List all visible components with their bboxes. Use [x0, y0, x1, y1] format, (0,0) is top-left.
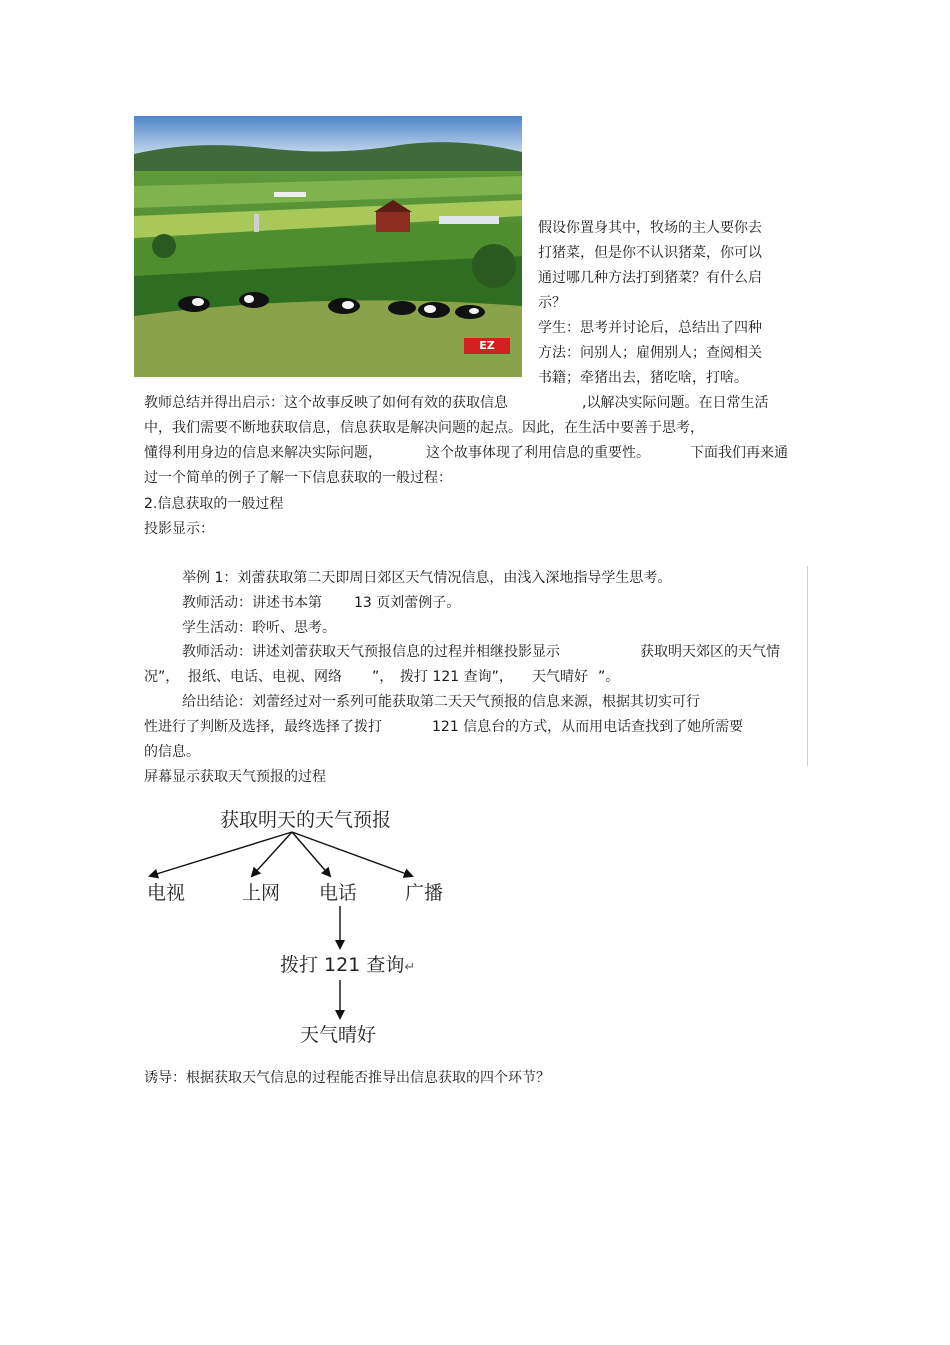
summary-line-4: 过一个简单的例子了解一下信息获取的一般过程： [144, 470, 452, 486]
photo-logo: EZ [464, 338, 510, 354]
arrow-to-tv [150, 832, 292, 876]
example-line-4a: 教师活动：讲述刘蕾获取天气预报信息的过程并相继投影显示 [182, 644, 560, 660]
side-text-line-7: 书籍；牵猪出去，猪吃啥，打啥。 [538, 370, 748, 386]
summary-line-3a: 懂得利用身边的信息来解决实际问题， [144, 445, 382, 461]
example-line-1: 举例 1：刘蕾获取第二天即周日郊区天气情况信息，由浅入深地指导学生思考。 [182, 570, 672, 586]
return-mark-icon: ↵ [404, 960, 416, 975]
example-line-5d: 拨打 121 查询”， [400, 669, 513, 685]
diagram-branch-tv: 电视 [147, 882, 186, 904]
example-line-2b: 13 页刘蕾例子。 [354, 595, 461, 611]
diagram-step-call [280, 954, 415, 979]
screen-caption: 屏幕显示获取天气预报的过程 [144, 769, 326, 785]
summary-line-1b: ,以解决实际问题。在日常生活 [582, 395, 769, 411]
example-line-5f: ”。 [598, 669, 620, 685]
side-text-line-4: 示？ [538, 295, 566, 311]
side-text-line-3: 通过哪几种方法打到猪菜？有什么启 [538, 270, 762, 286]
example-line-2a: 教师活动：讲述书本第 [182, 595, 322, 611]
example-line-5b: 报纸、电话、电视、网络 [188, 669, 342, 685]
diagram-step-result: 天气晴好 [300, 1024, 377, 1046]
guide-question: 诱导：根据获取天气信息的过程能否推导出信息获取的四个环节？ [144, 1070, 550, 1086]
example-line-8: 的信息。 [144, 744, 200, 760]
diagram-branch-phone: 电话 [319, 882, 358, 904]
process-diagram-arrows [130, 800, 450, 1060]
section-heading: 2.信息获取的一般过程 [144, 496, 284, 512]
summary-line-1a: 教师总结并得出启示：这个故事反映了如何有效的获取信息 [144, 395, 508, 411]
side-text-line-1: 假设你置身其中，牧场的主人要你去 [538, 220, 762, 236]
summary-line-2: 中，我们需要不断地获取信息，信息获取是解决问题的起点。因此，在生活中要善于思考， [144, 420, 704, 436]
example-line-7b: 121 信息台的方式，从而用电话查找到了她所需要 [432, 719, 744, 735]
projection-label: 投影显示： [144, 521, 214, 537]
example-line-4b: 获取明天郊区的天气情 [640, 644, 780, 660]
side-text-line-2: 打猪菜，但是你不认识猪菜，你可以 [538, 245, 762, 261]
example-line-7a: 性进行了判断及选择，最终选择了拨打 [144, 719, 382, 735]
diagram-step-call-text: 拨打 121 查询 [280, 954, 405, 976]
example-line-5a: 况”， [144, 669, 180, 685]
arrow-to-radio [292, 832, 412, 876]
example-line-3: 学生活动：聆听、思考。 [182, 620, 336, 636]
diagram-root: 获取明天的天气预报 [220, 809, 392, 831]
summary-line-3b: 这个故事体现了利用信息的重要性。 [426, 445, 650, 461]
example-line-5e: 天气晴好 [532, 669, 588, 685]
farm-photo [134, 116, 522, 377]
side-text-line-5: 学生：思考并讨论后，总结出了四种 [538, 320, 762, 336]
diagram-branch-internet: 上网 [242, 882, 281, 904]
diagram-branch-radio: 广播 [405, 882, 444, 904]
side-text-line-6: 方法：问别人；雇佣别人；查阅相关 [538, 345, 762, 361]
example-line-5c: ”， [372, 669, 394, 685]
summary-line-3c: 下面我们再来通 [690, 445, 788, 461]
example-line-6: 给出结论：刘蕾经过对一系列可能获取第二天天气预报的信息来源，根据其切实可行 [182, 694, 700, 710]
